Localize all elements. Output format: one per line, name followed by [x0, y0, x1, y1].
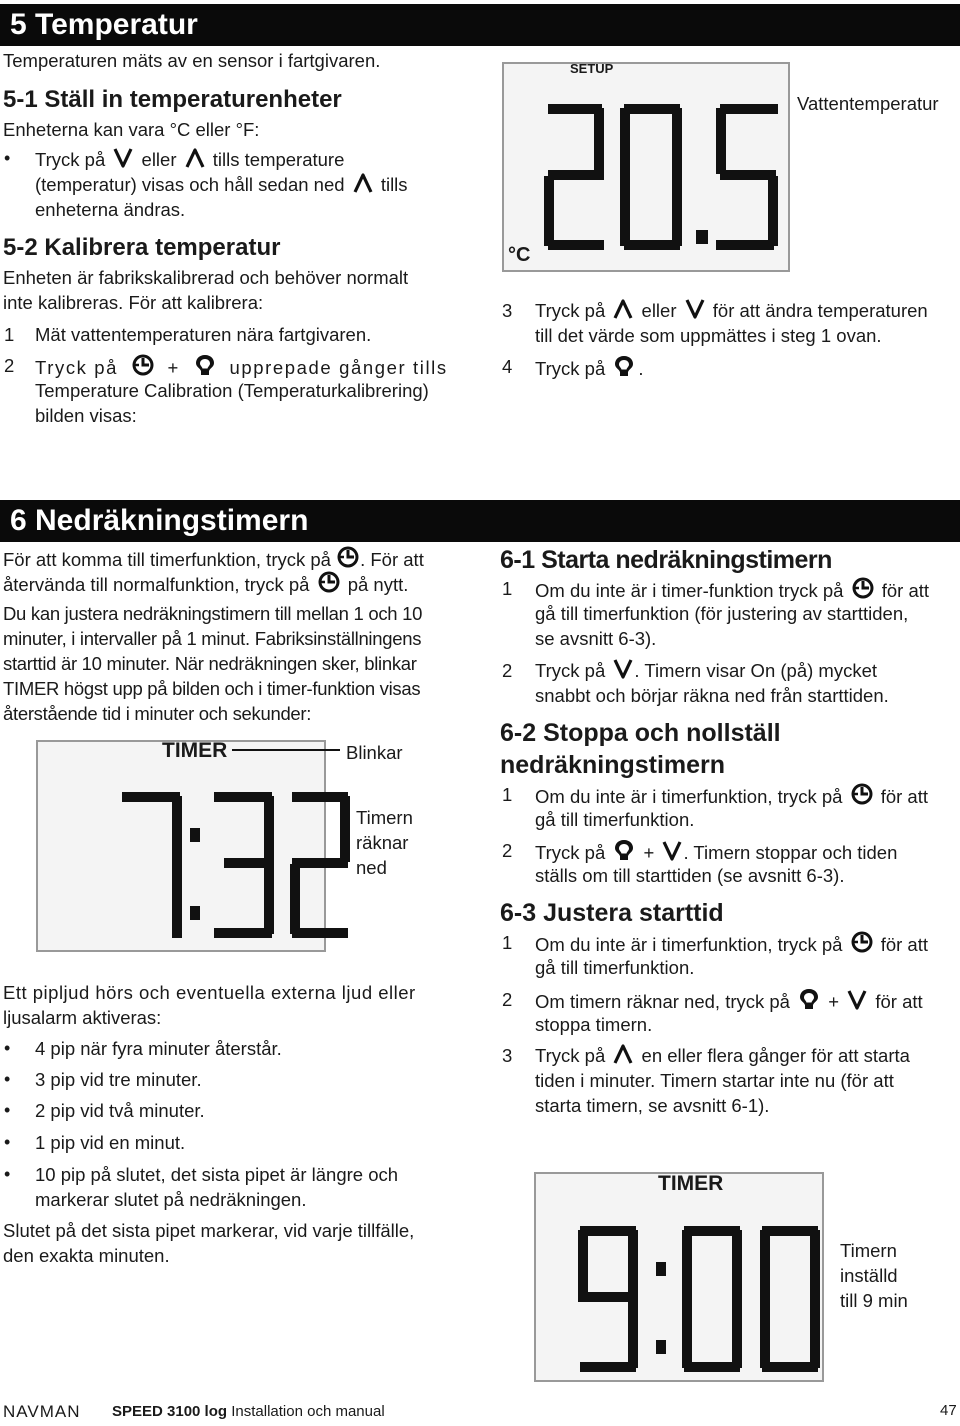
final-note-line-2: den exakta minuten. — [3, 1245, 170, 1266]
step-number: 3 — [502, 1045, 513, 1066]
timer-intro-line-2 — [3, 570, 408, 597]
start-step-1-part-a: Om du inte är i timer-funktion tryck på — [535, 580, 844, 601]
beep-intro-line-2: ljusalarm aktiveras: — [3, 1007, 162, 1028]
adjust-step-3-part-b: en eller flera gånger för att starta — [641, 1045, 910, 1066]
stop-step-2-part-a: Tryck på — [535, 842, 606, 863]
period: . — [638, 358, 644, 379]
timer-description-line-5: återstående tid i minuter och sekunder: — [3, 703, 312, 724]
adjust-step-3-line-1 — [535, 1043, 910, 1068]
adjust-step-2-line-1 — [535, 987, 923, 1014]
units-instruction-line-3: enheterna ändras. — [35, 199, 186, 220]
adjust-step-2-part-a: Om timern räknar ned, tryck på — [535, 991, 790, 1012]
light-bulb-icon — [612, 354, 636, 378]
step-number: 1 — [502, 578, 513, 599]
heading-5-2: 5-2 Kalibrera temperatur — [3, 234, 281, 261]
heading-6-1: 6-1 Starta nedräkningstimern — [500, 546, 832, 574]
beep-item: 2 pip vid två minuter. — [35, 1100, 205, 1121]
step-number: 1 — [502, 784, 513, 805]
calibration-step-2-line-2: Temperature Calibration (Temperaturkalibrering) — [35, 380, 429, 401]
units-instruction-part-e: tills — [380, 174, 408, 195]
section-6-header-bar — [0, 500, 960, 542]
timer-intro-part-d: på nytt. — [347, 574, 409, 595]
adjust-step-2-part-b: för att — [875, 991, 923, 1012]
calibration-step-2-line-1 — [35, 353, 448, 380]
light-bulb-icon — [797, 987, 821, 1011]
units-instruction-part-d: (temperatur) visas och håll sedan ned — [35, 174, 345, 195]
stop-step-1-part-a: Om du inte är i timerfunktion, tryck på — [535, 786, 843, 807]
timer-digits-7-32 — [122, 792, 382, 942]
beep-item: 4 pip när fyra minuter återstår. — [35, 1038, 282, 1059]
up-arrow-icon — [184, 147, 206, 169]
timer-label: TIMER — [162, 739, 228, 762]
adjust-step-3-part-a: Tryck på — [535, 1045, 606, 1066]
calibration-step-2-part-a: Tryck på — [35, 357, 119, 378]
start-step-1-line-3: se avsnitt 6-3). — [535, 628, 657, 649]
down-arrow-icon — [661, 840, 683, 862]
units-instruction-part-b: eller — [141, 149, 177, 170]
bullet-dot: • — [4, 148, 11, 168]
units-instruction-part-a: Tryck på — [35, 149, 106, 170]
beep-item: 3 pip vid tre minuter. — [35, 1069, 202, 1090]
adjust-step-1-part-a: Om du inte är i timerfunktion, tryck på — [535, 934, 843, 955]
bullet-dot: • — [4, 1132, 11, 1152]
clock-icon — [851, 576, 875, 600]
timer-description-line-4: TIMER högst upp på bilden och i timer-funktion visas — [3, 678, 421, 699]
step-number: 2 — [4, 355, 15, 376]
up-arrow-icon — [612, 298, 634, 320]
stop-step-2-part-b: . Timern stoppar och tiden — [683, 842, 898, 863]
stop-step-1-part-b: för att — [880, 786, 929, 807]
timer-intro-part-c: återvända till normalfunktion, tryck på — [3, 574, 310, 595]
heading-6-2-line-1: 6-2 Stoppa och nollställ — [500, 719, 781, 747]
up-arrow-icon — [352, 172, 374, 194]
section-5-header-bar — [0, 4, 960, 46]
set-timer-callout-line-1: Timern — [840, 1240, 897, 1261]
plus-sign: + — [167, 357, 180, 378]
calibration-step-2-part-b: upprepade gånger tills — [229, 357, 448, 378]
units-instruction-line-2 — [35, 172, 408, 197]
adjust-step-1-part-b: för att — [880, 934, 929, 955]
timer-digits-9-00 — [578, 1226, 848, 1376]
start-step-2-part-b: . Timern visar On (på) mycket — [634, 660, 877, 681]
down-arrow-icon — [112, 147, 134, 169]
clock-icon — [317, 570, 341, 594]
timer-intro-part-b: . För att — [360, 549, 424, 570]
stop-step-1-line-2: gå till timerfunktion. — [535, 809, 695, 830]
up-arrow-icon — [612, 1043, 634, 1065]
step-number: 1 — [502, 932, 513, 953]
beep-item: 10 pip på slutet, det sista pipet är längre och — [35, 1164, 399, 1185]
calibration-step-3-part-b: eller — [641, 300, 677, 321]
setup-label: SETUP — [570, 61, 614, 76]
timer-display-set — [534, 1172, 824, 1382]
calibration-step-2-line-3: bilden visas: — [35, 405, 137, 426]
adjust-step-3-line-2: tiden i minuter. Timern startar inte nu (för att — [535, 1070, 894, 1091]
start-step-2-line-2: snabbt och börjar räkna ned från starttiden. — [535, 685, 889, 706]
step-number: 4 — [502, 356, 513, 377]
heading-6-2-line-2: nedräkningstimern — [500, 751, 726, 779]
clock-icon — [336, 545, 360, 569]
beep-intro-line-1: Ett pipljud hörs och eventuella externa ljud eller — [3, 982, 416, 1003]
set-timer-callout-line-2: inställd — [840, 1265, 898, 1286]
water-temperature-callout: Vattentemperatur — [797, 93, 939, 114]
plus-sign: + — [828, 991, 840, 1012]
adjust-step-2-line-2: stoppa timern. — [535, 1014, 653, 1035]
timer-intro-line-1 — [3, 545, 424, 572]
calibration-step-4-part-a: Tryck på — [535, 358, 606, 379]
timer-description-line-1: Du kan justera nedräkningstimern till mellan 1 och 10 — [3, 603, 423, 624]
timer-intro-part-a: För att komma till timerfunktion, tryck på — [3, 549, 331, 570]
section-5-intro: Temperaturen mäts av en sensor i fartgivaren. — [3, 50, 381, 71]
light-bulb-icon — [612, 838, 636, 862]
timer-display-countdown — [36, 740, 326, 952]
temperature-digits — [544, 104, 784, 254]
heading-6-3: 6-3 Justera starttid — [500, 899, 724, 927]
adjust-step-1-line-2: gå till timerfunktion. — [535, 957, 695, 978]
stop-step-2-line-1 — [535, 838, 897, 865]
step-number: 1 — [4, 324, 15, 345]
calibration-step-3-line-1 — [535, 298, 928, 323]
start-step-2-line-1 — [535, 658, 877, 683]
beep-item-continued: markerar slutet på nedräkningen. — [35, 1189, 307, 1210]
calibration-step-3-line-2: till det värde som uppmättes i steg 1 ovan. — [535, 325, 882, 346]
timer-label: TIMER — [658, 1172, 724, 1195]
calibration-step-3-part-a: Tryck på — [535, 300, 606, 321]
start-step-1-line-2: gå till timerfunktion (för justering av starttiden, — [535, 603, 909, 624]
start-step-1-line-1 — [535, 576, 929, 603]
timer-description-line-2: minuter, i intervaller på 1 minut. Fabriksinställningens — [3, 628, 422, 649]
plus-sign: + — [643, 842, 655, 863]
calibration-step-4 — [535, 354, 644, 381]
set-timer-callout-line-3: till 9 min — [840, 1290, 908, 1311]
calibration-text-2: inte kalibreras. För att kalibrera: — [3, 292, 264, 313]
calibration-step-3-part-c: för att ändra temperaturen — [712, 300, 928, 321]
footer-product-name: SPEED 3100 log — [112, 1403, 228, 1420]
temperature-display — [502, 62, 790, 272]
adjust-step-3-line-3: starta timern, se avsnitt 6-1). — [535, 1095, 770, 1116]
light-bulb-icon — [193, 353, 217, 377]
blink-callout: Blinkar — [346, 742, 403, 763]
stop-step-2-line-2: ställs om till starttiden (se avsnitt 6-3). — [535, 865, 845, 886]
section-5-title: 5 Temperatur — [10, 8, 198, 41]
clock-icon — [850, 782, 874, 806]
unit-label: °C — [508, 244, 531, 266]
clock-icon — [850, 930, 874, 954]
units-instruction-line-1 — [35, 147, 344, 172]
calibration-step-1: Mät vattentemperaturen nära fartgivaren. — [35, 324, 372, 345]
adjust-step-1-line-1 — [535, 930, 928, 957]
down-arrow-icon — [684, 298, 706, 320]
units-text: Enheterna kan vara °C eller °F: — [3, 119, 260, 140]
counting-callout-line-3: ned — [356, 857, 387, 878]
counting-callout-line-2: räknar — [356, 832, 409, 853]
footer-page-number: 47 — [940, 1402, 957, 1419]
counting-callout-line-1: Timern — [356, 807, 413, 828]
step-number: 2 — [502, 840, 513, 861]
footer-document-title: Installation och manual — [231, 1403, 385, 1420]
beep-item: 1 pip vid en minut. — [35, 1132, 186, 1153]
bullet-dot: • — [4, 1164, 11, 1184]
section-6-title: 6 Nedräkningstimern — [10, 504, 309, 537]
step-number: 3 — [502, 300, 513, 321]
step-number: 2 — [502, 989, 513, 1010]
heading-5-1: 5-1 Ställ in temperaturenheter — [3, 86, 342, 113]
start-step-2-part-a: Tryck på — [535, 660, 606, 681]
units-instruction-part-c: tills temperature — [212, 149, 345, 170]
step-number: 2 — [502, 660, 513, 681]
footer-brand: NAVMAN — [3, 1402, 81, 1421]
down-arrow-icon — [846, 989, 868, 1011]
clock-icon — [131, 353, 155, 377]
blink-callout-line — [232, 749, 340, 751]
start-step-1-part-b: för att — [881, 580, 930, 601]
final-note-line-1: Slutet på det sista pipet markerar, vid varje tillfälle, — [3, 1220, 415, 1241]
timer-description-line-3: starttid är 10 minuter. När nedräkningen sker, blinkar — [3, 653, 417, 674]
down-arrow-icon — [612, 658, 634, 680]
bullet-dot: • — [4, 1100, 11, 1120]
footer-product — [112, 1403, 385, 1420]
bullet-dot: • — [4, 1069, 11, 1089]
calibration-text-1: Enheten är fabrikskalibrerad och behöver normalt — [3, 267, 409, 288]
stop-step-1-line-1 — [535, 782, 928, 809]
bullet-dot: • — [4, 1038, 11, 1058]
